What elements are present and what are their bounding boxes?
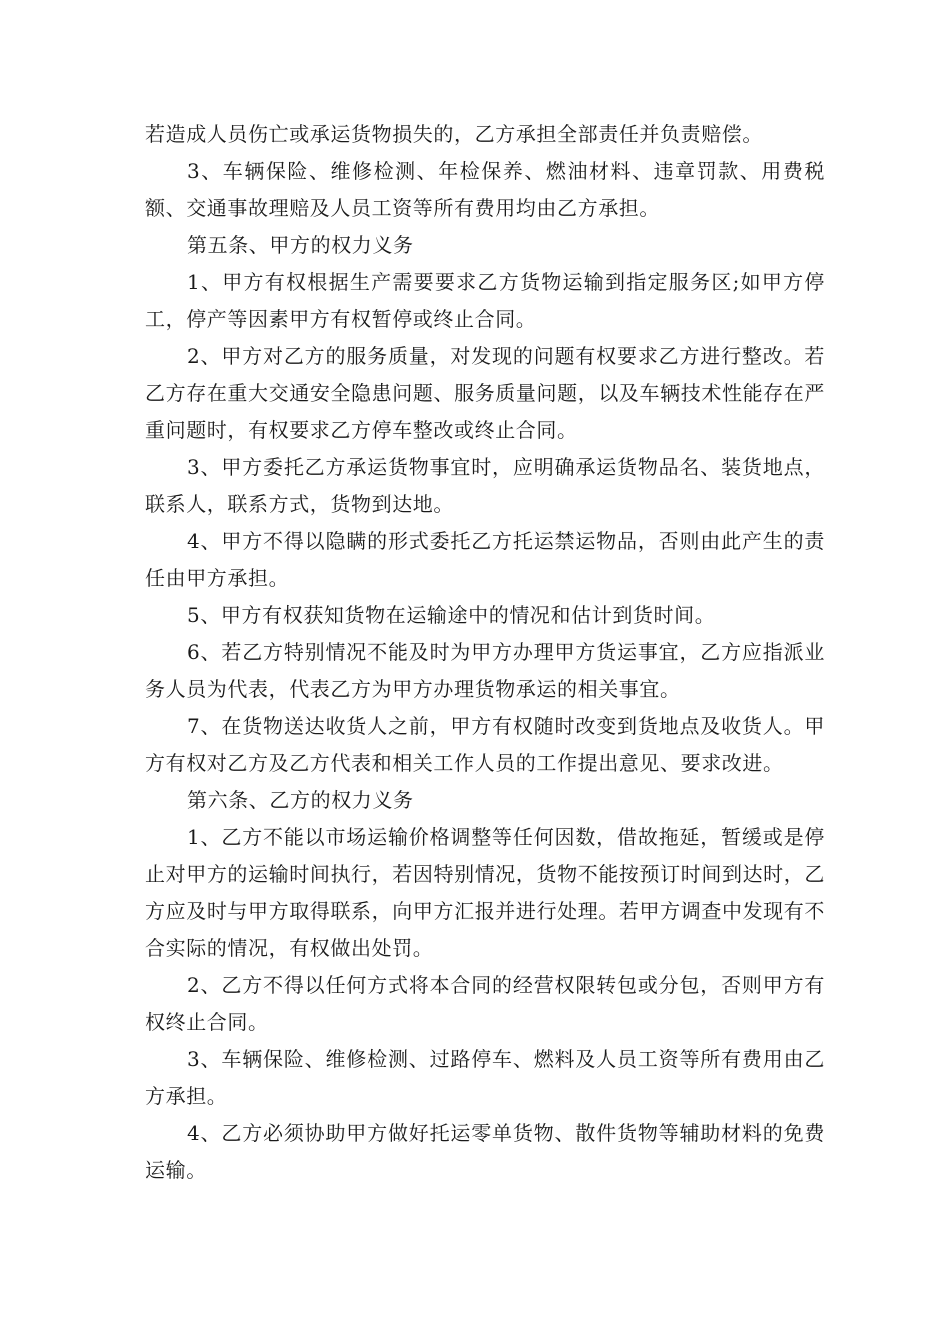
- article-5-item-3: 3、甲方委托乙方承运货物事宜时，应明确承运货物品名、装货地点，联系人，联系方式，货物到达地。: [145, 455, 825, 516]
- document-body: [145, 116, 825, 1189]
- article-5-heading: 第五条、甲方的权力义务: [187, 233, 414, 257]
- article-5-item-5: 5、甲方有权获知货物在运输途中的情况和估计到货时间。: [187, 603, 716, 627]
- article-6-item-3: 3、车辆保险、维修检测、过路停车、燃料及人员工资等所有费用由乙方承担。: [145, 1047, 825, 1108]
- article-6-heading: 第六条、乙方的权力义务: [187, 788, 414, 812]
- article-5-item-7: 7、在货物送达收货人之前，甲方有权随时改变到货地点及收货人。甲方有权对乙方及乙方代表和相关工作人员的工作提出意见、要求改进。: [145, 714, 825, 775]
- article-5-item-6: 6、若乙方特别情况不能及时为甲方办理甲方货运事宜，乙方应指派业务人员为代表，代表乙方为甲方办理货物承运的相关事宜。: [145, 640, 825, 701]
- article-6-item-2: 2、乙方不得以任何方式将本合同的经营权限转包或分包，否则甲方有权终止合同。: [145, 973, 825, 1034]
- article-5-item-1: 1、甲方有权根据生产需要要求乙方货物运输到指定服务区;如甲方停工，停产等因素甲方有权暂停或终止合同。: [145, 270, 825, 331]
- article-6-item-4: 4、乙方必须协助甲方做好托运零单货物、散件货物等辅助材料的免费运输。: [145, 1121, 825, 1182]
- clause-4-item-3: 3、车辆保险、维修检测、年检保养、燃油材料、违章罚款、用费税额、交通事故理赔及人员工资等所有费用均由乙方承担。: [145, 159, 825, 220]
- article-5-item-4: 4、甲方不得以隐瞒的形式委托乙方托运禁运物品，否则由此产生的责任由甲方承担。: [145, 529, 825, 590]
- article-5-item-2: 2、甲方对乙方的服务质量，对发现的问题有权要求乙方进行整改。若乙方存在重大交通安全隐患问题、服务质量问题，以及车辆技术性能存在严重问题时，有权要求乙方停车整改或终止合同。: [145, 344, 825, 442]
- article-6-item-1: 1、乙方不能以市场运输价格调整等任何因数，借故拖延，暂缓或是停止对甲方的运输时间执行，若因特别情况，货物不能按预订时间到达时，乙方应及时与甲方取得联系，向甲方汇报并进行处理。若甲方调查中发现有不合实际的情况，有权做出处罚。: [145, 825, 825, 960]
- paragraph-continuation: 若造成人员伤亡或承运货物损失的，乙方承担全部责任并负责赔偿。: [145, 122, 763, 146]
